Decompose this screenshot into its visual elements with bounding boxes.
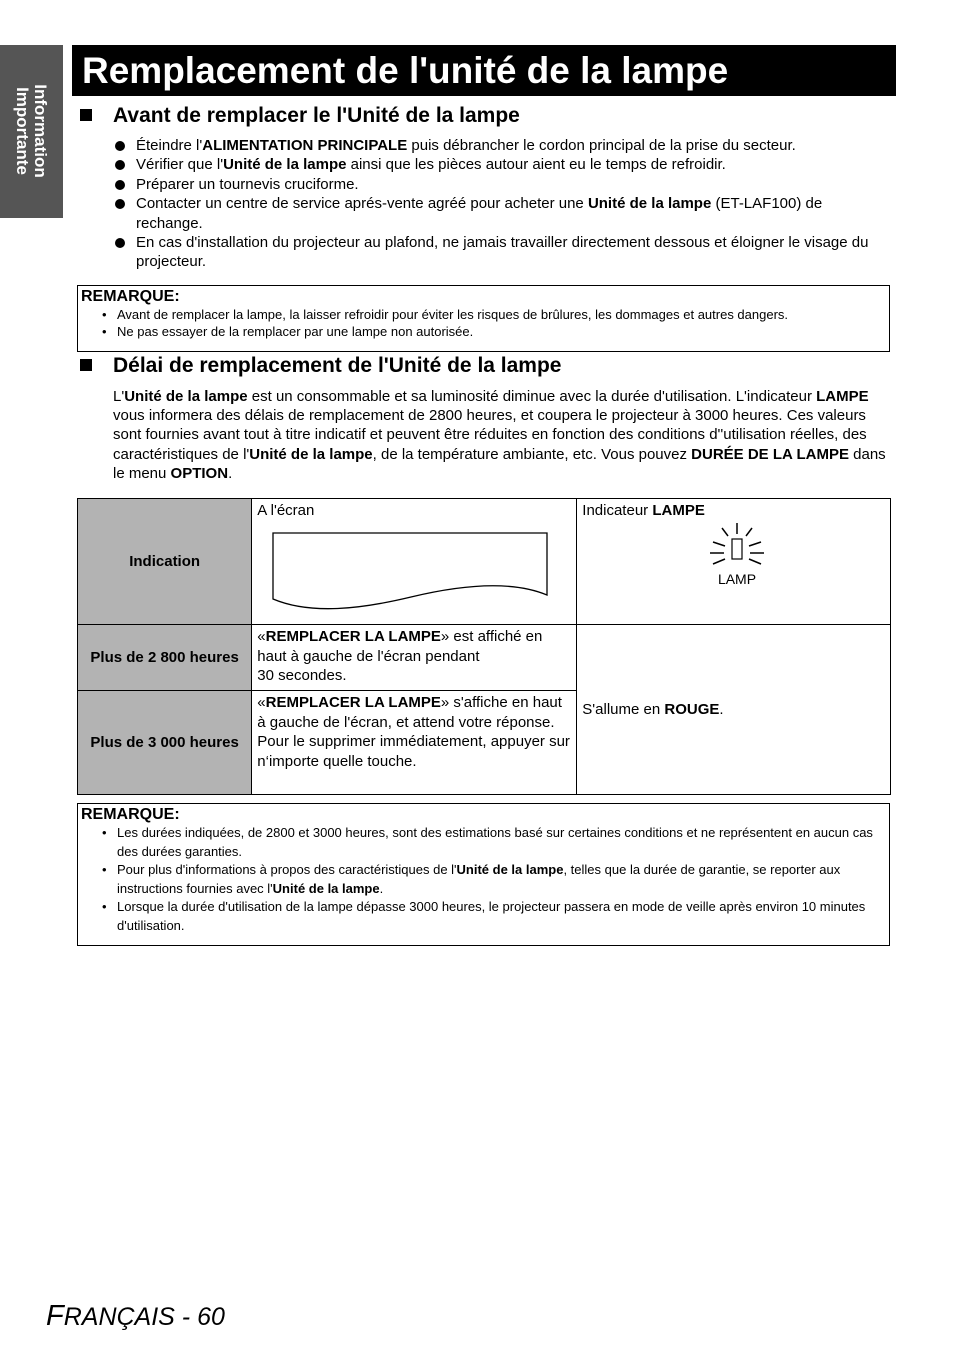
page-footer: FRANÇAIS - 60 [46,1300,225,1332]
remark-item: • Pour plus d'informations à propos des caractéristiques de l'Unité de la lampe, telles que la durée de garantie, se reporter aux instructions fournies avec l'Unité de la lampe. [78,861,889,898]
square-bullet-icon [80,359,92,371]
list-item: Préparer un tournevis cruciforme. [113,175,893,194]
title-bar [72,45,896,96]
list-item: En cas d'installation du projecteur au plafond, ne jamais travailler directement dessous et éloigner le visage du projecteur. [113,233,893,272]
remark-item: • Ne pas essayer de la remplacer par une lampe non autorisée. [78,323,889,340]
indication-table [77,498,891,795]
list-item: Vérifier que l'Unité de la lampe ainsi que les pièces autour aient eu le temps de refroidir. [113,155,893,174]
remark-box-1 [77,285,890,352]
screen-label: A l'écran [257,502,315,519]
preparation-list [113,136,893,272]
header-indication: Indication [78,499,252,625]
square-bullet-icon [80,109,92,121]
section-heading-replacement-delay: Délai de remplacement de l'Unité de la lampe [80,354,562,378]
row-label-3000: Plus de 3 000 heures [78,691,252,795]
side-tab-text: Information Importante [13,84,50,178]
side-tab [0,45,63,218]
screen-cell [252,499,577,625]
list-item: Contacter un centre de service aprés-vente agréé pour acheter une Unité de la lampe (ET-LAF100) de rechange. [113,194,893,233]
list-item: Éteindre l'ALIMENTATION PRINCIPALE puis débrancher le cordon principal de la prise du secteur. [113,136,893,155]
remark-heading: REMARQUE: [81,806,180,823]
screen-illustration-icon [271,525,571,615]
remark-item: • Avant de remplacer la lampe, la laisser refroidir pour éviter les risques de brûlures, les dommages et autres dangers. [78,306,889,323]
indicator-cell [577,499,891,625]
section-heading-before-replacing: Avant de remplacer le l'Unité de la lampe [80,104,520,128]
remark-item: • Les durées indiquées, de 2800 et 3000 heures, sont des estimations basé sur certaines conditions et ne représentent en aucun cas des durées garanties. [78,824,889,861]
row-label-2800: Plus de 2 800 heures [78,625,252,691]
lamp-indicator-icon [698,521,778,591]
remark-box-2 [77,803,890,946]
indicator-label: Indicateur LAMPE [582,502,705,519]
remark-heading: REMARQUE: [81,288,180,305]
replacement-paragraph: L'Unité de la lampe est un consommable et sa luminosité diminue avec la durée d'utilisation. L'indicateur LAMPE vous informera des délais de remplacement de 2800 heures, et coupera le projecteur à 3000 heures. Ces valeurs sont fournies avant tout à titre indicatif et peuvent être réduites en fonction des conditions d''utilisation réelles, des caractéristiques de l'Unité de la lampe, de la température ambiante, etc. Vous pouvez DURÉE DE LA LAMPE dans le menu OPTION. [113,388,886,482]
row-text-2800: «REMPLACER LA LAMPE» est affiché en haut à gauche de l'écran pendant 30 secondes. [252,625,577,691]
row-text-3000: «REMPLACER LA LAMPE» s'affiche en haut à gauche de l'écran, et attend votre réponse. Pour le supprimer immédiatement, appuyer sur n‘importe quelle touche. [252,691,577,795]
remark-item: • Lorsque la durée d'utilisation de la lampe dépasse 3000 heures, le projecteur passera en mode de veille après environ 10 minutes d'utilisation. [78,898,889,935]
lamp-label: LAMP [718,570,757,587]
indicator-state: S'allume en ROUGE. [577,625,891,795]
page-title: Remplacement de l'unité de la lampe [82,50,729,91]
